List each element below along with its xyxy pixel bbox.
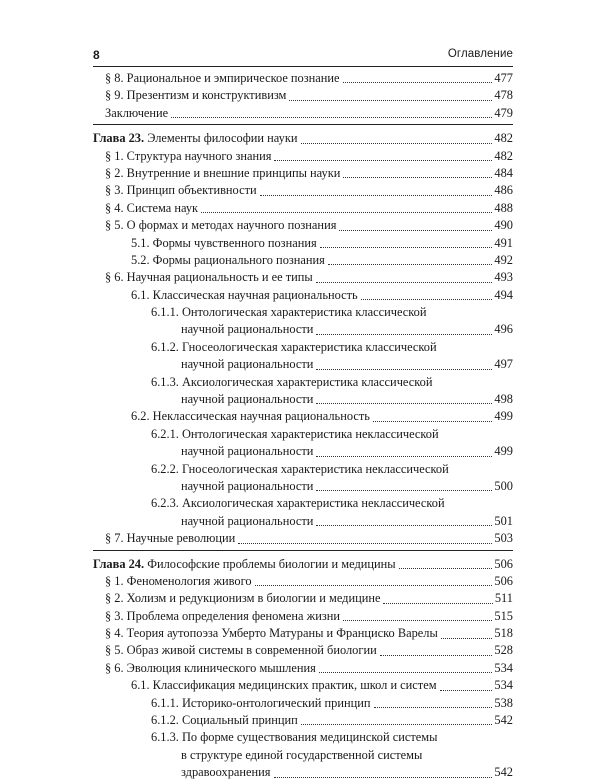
table-of-contents xyxy=(93,70,513,782)
page-ref: 534 xyxy=(494,660,513,675)
page-header xyxy=(93,48,513,64)
page-ref: 484 xyxy=(494,165,513,180)
toc-subsubentry[interactable]: 6.1.3. По форме существования медицинской системы xyxy=(151,730,438,745)
page-ref: 490 xyxy=(494,218,513,233)
leader-dots xyxy=(328,264,493,265)
toc-entry[interactable]: Заключение 479 xyxy=(93,105,513,122)
page-ref: 506 xyxy=(494,556,513,571)
leader-dots xyxy=(380,655,493,656)
page-ref: 477 xyxy=(494,70,513,85)
running-head: Оглавление xyxy=(447,48,513,60)
leader-dots xyxy=(320,247,493,248)
leader-dots xyxy=(260,195,493,196)
toc-subsubentry[interactable]: 6.2.2. Гносеологическая характеристика неклассической xyxy=(151,461,449,476)
page-ref: 538 xyxy=(494,695,513,710)
toc-subentry[interactable]: 6.2. Неклассическая научная рациональность 499 xyxy=(93,408,513,425)
leader-dots xyxy=(399,568,493,569)
page-ref: 496 xyxy=(494,322,513,337)
page-ref: 479 xyxy=(494,105,513,120)
toc-entry[interactable]: § 1. Структура научного знания 482 xyxy=(93,148,513,165)
leader-dots xyxy=(201,212,492,213)
page-ref: 499 xyxy=(494,444,513,459)
page-ref: 515 xyxy=(494,608,513,623)
toc-subentry[interactable]: 5.1. Формы чувственного познания 491 xyxy=(93,235,513,252)
toc-entry[interactable]: § 2. Внутренние и внешние принципы науки 484 xyxy=(93,165,513,182)
leader-dots xyxy=(316,282,493,283)
page-ref: 492 xyxy=(494,252,513,267)
chapter-label: Глава 23. xyxy=(93,131,145,146)
toc-entry[interactable]: § 4. Теория аутопоэза Умберто Матураны и Франциско Варелы 518 xyxy=(93,625,513,642)
leader-dots xyxy=(343,620,492,621)
page-ref: 478 xyxy=(494,88,513,103)
page-ref: 494 xyxy=(494,287,513,302)
toc-subsubentry[interactable]: 6.1.2. Социальный принцип 542 xyxy=(93,712,513,729)
leader-dots xyxy=(316,369,492,370)
toc-subsubentry-cont[interactable]: научной рациональности 499 xyxy=(93,443,513,460)
toc-subsubentry-cont[interactable]: научной рациональности 497 xyxy=(93,356,513,373)
leader-dots xyxy=(339,230,492,231)
toc-entry[interactable]: § 6. Научная рациональность и ее типы 493 xyxy=(93,269,513,286)
leader-dots xyxy=(343,177,492,178)
toc-subsubentry[interactable]: 6.1.1. Онтологическая характеристика классической xyxy=(151,305,427,320)
chapter-title: Элементы философии науки xyxy=(144,131,298,146)
toc-subsubentry[interactable]: 6.1.3. Аксиологическая характеристика классической xyxy=(151,374,433,389)
leader-dots xyxy=(255,585,493,586)
leader-dots xyxy=(316,456,492,457)
toc-entry[interactable]: § 3. Проблема определения феномена жизни 515 xyxy=(93,608,513,625)
page-ref: 534 xyxy=(494,678,513,693)
toc-subentry[interactable]: 6.1. Классификация медицинских практик, школ и систем 534 xyxy=(93,677,513,694)
chapter-label: Глава 24. xyxy=(93,556,145,571)
chapter-title: Философские проблемы биологии и медицины xyxy=(144,556,396,571)
toc-entry[interactable]: § 2. Холизм и редукционизм в биологии и медицине 511 xyxy=(93,590,513,607)
page-ref: 542 xyxy=(494,765,513,780)
toc-subsubentry-cont[interactable]: в структуре единой государственной системы xyxy=(181,747,423,762)
toc-subentry[interactable]: 6.1. Классическая научная рациональность 494 xyxy=(93,287,513,304)
leader-dots xyxy=(361,299,493,300)
toc-entry[interactable]: § 3. Принцип объективности 486 xyxy=(93,182,513,199)
chapter-heading-23[interactable] xyxy=(93,130,513,147)
page-ref: 503 xyxy=(494,531,513,546)
leader-dots xyxy=(316,334,492,335)
toc-subsubentry[interactable]: 6.2.1. Онтологическая характеристика неклассической xyxy=(151,426,439,441)
leader-dots xyxy=(343,82,493,83)
leader-dots xyxy=(316,490,492,491)
toc-entry[interactable]: § 1. Феноменология живого 506 xyxy=(93,573,513,590)
toc-entry[interactable]: § 6. Эволюция клинического мышления 534 xyxy=(93,660,513,677)
leader-dots xyxy=(289,100,492,101)
toc-subsubentry[interactable]: 6.2.3. Аксиологическая характеристика неклассической xyxy=(151,496,445,511)
toc-entry[interactable]: § 4. Система наук 488 xyxy=(93,200,513,217)
section-divider xyxy=(93,550,513,551)
page-ref: 491 xyxy=(494,235,513,250)
toc-entry[interactable]: § 9. Презентизм и конструктивизм 478 xyxy=(93,87,513,104)
leader-dots xyxy=(171,117,492,118)
toc-entry[interactable]: § 5. О формах и методах научного познания 490 xyxy=(93,217,513,234)
page-ref: 528 xyxy=(494,643,513,658)
page-ref: 493 xyxy=(494,270,513,285)
page-ref: 498 xyxy=(494,392,513,407)
page-ref: 486 xyxy=(494,183,513,198)
leader-dots xyxy=(274,777,493,778)
header-rule xyxy=(93,66,513,67)
page-ref: 501 xyxy=(494,513,513,528)
page-ref: 506 xyxy=(494,573,513,588)
toc-entry[interactable]: § 8. Рациональное и эмпирическое познание 477 xyxy=(93,70,513,87)
page-ref: 511 xyxy=(494,591,513,606)
page-ref: 542 xyxy=(494,713,513,728)
leader-dots xyxy=(374,707,493,708)
leader-dots xyxy=(373,421,492,422)
leader-dots xyxy=(316,403,492,404)
toc-subentry[interactable]: 5.2. Формы рационального познания 492 xyxy=(93,252,513,269)
section-divider xyxy=(93,124,513,125)
toc-subsubentry-cont[interactable]: научной рациональности 496 xyxy=(93,321,513,338)
leader-dots xyxy=(441,638,493,639)
leader-dots xyxy=(238,543,492,544)
page-ref: 488 xyxy=(494,200,513,215)
toc-subsubentry-cont[interactable]: научной рациональности 498 xyxy=(93,391,513,408)
leader-dots xyxy=(301,143,493,144)
leader-dots xyxy=(274,160,492,161)
leader-dots xyxy=(316,525,492,526)
page-number: 8 xyxy=(93,48,100,62)
toc-subsubentry-cont[interactable]: научной рациональности 500 xyxy=(93,478,513,495)
page-ref: 499 xyxy=(494,409,513,424)
page-ref: 500 xyxy=(494,478,513,493)
toc-subsubentry[interactable]: 6.1.1. Историко-онтологический принцип 538 xyxy=(93,695,513,712)
toc-subsubentry-cont[interactable]: научной рациональности 501 xyxy=(93,513,513,530)
toc-subsubentry[interactable]: 6.1.2. Гносеологическая характеристика классической xyxy=(151,339,437,354)
page-ref: 482 xyxy=(494,131,513,146)
toc-entry[interactable]: § 7. Научные революции 503 xyxy=(93,530,513,547)
leader-dots xyxy=(383,603,492,604)
toc-entry[interactable]: § 5. Образ живой системы в современной биологии 528 xyxy=(93,643,513,660)
page-ref: 518 xyxy=(494,626,513,641)
leader-dots xyxy=(301,724,493,725)
chapter-heading-24[interactable] xyxy=(93,556,513,573)
page-ref: 497 xyxy=(494,357,513,372)
page-ref: 482 xyxy=(494,148,513,163)
toc-subsubentry-cont[interactable]: здравоохранения 542 xyxy=(93,764,513,781)
leader-dots xyxy=(440,690,493,691)
leader-dots xyxy=(319,672,493,673)
